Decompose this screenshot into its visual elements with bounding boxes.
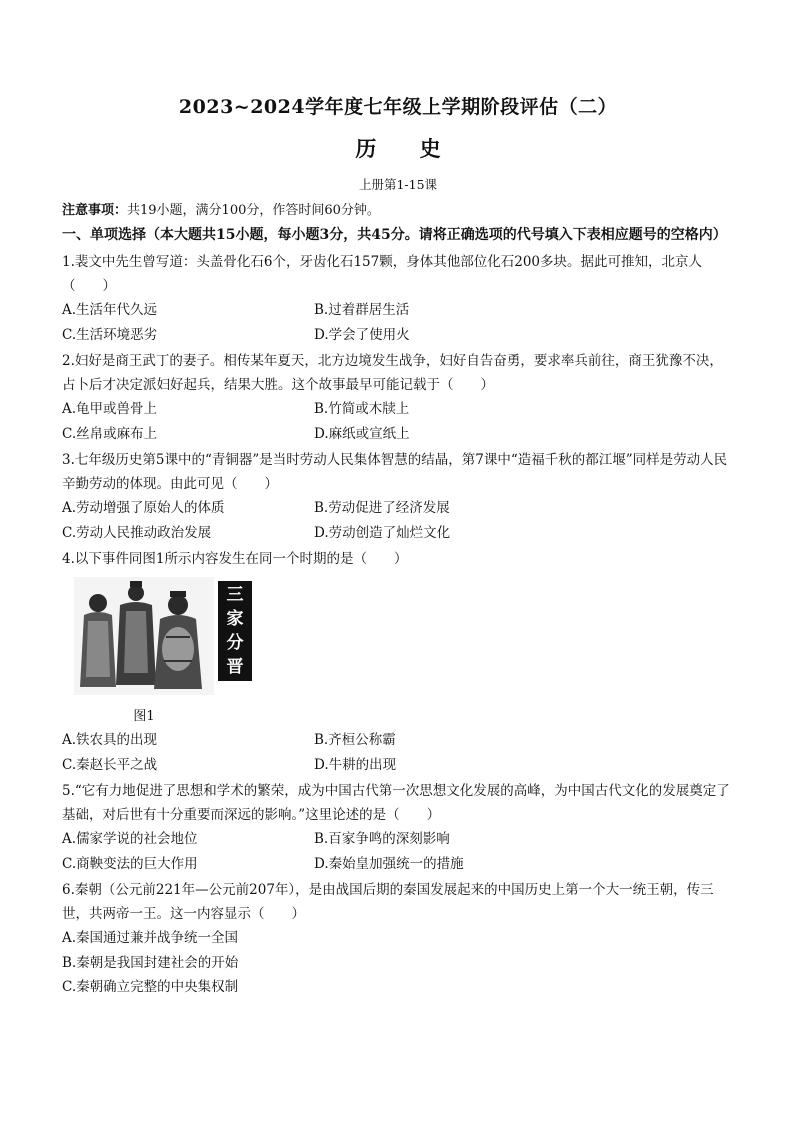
figure-caption: 图1 xyxy=(133,709,155,724)
subject-title: 历 史 xyxy=(355,136,459,161)
option-d: D.劳动创造了灿烂文化 xyxy=(314,524,451,541)
figure-1 xyxy=(74,577,734,728)
option-c: C.秦朝确立完整的中央集权制 xyxy=(62,979,239,995)
option-c: C.生活环境恶劣 xyxy=(62,326,158,343)
question-options xyxy=(62,926,734,1000)
option-a: A.秦国通过兼并战争统一全国 xyxy=(62,930,239,946)
option-b: B.齐桓公称霸 xyxy=(314,732,396,748)
question-options xyxy=(62,728,734,777)
question-stem: 1.裴文中先生曾写道：头盖骨化石6个，牙齿化石157颗，身体其他部位化石200多块。据此可推知，北京人（ ） xyxy=(62,254,703,294)
option-d: D.秦始皇加强统一的措施 xyxy=(314,855,464,872)
option-c: C.商鞅变法的巨大作用 xyxy=(62,855,198,872)
question-options xyxy=(62,298,734,347)
option-b: B.百家争鸣的深刻影响 xyxy=(314,831,450,847)
option-a: A.龟甲或兽骨上 xyxy=(62,401,158,417)
option-c: C.秦赵长平之战 xyxy=(62,756,158,773)
notice xyxy=(62,199,734,218)
notice-text: 共19小题，满分100分，作答时间60分钟。 xyxy=(127,203,380,218)
option-d: D.麻纸或宣纸上 xyxy=(314,425,410,442)
question-options xyxy=(62,397,734,446)
section-heading: 一、单项选择（本大题共15小题，每小题3分，共45分。请将正确选项的代号填入下表相应题号的空格内） xyxy=(62,227,727,243)
exam-page xyxy=(62,92,734,1000)
question-stem: 4.以下事件同图1所示内容发生在同一个时期的是（ ） xyxy=(62,551,408,567)
option-a: A.儒家学说的社会地位 xyxy=(62,831,198,847)
question-stem: 2.妇好是商王武丁的妻子。相传某年夏天，北方边境发生战争，妇好自告奋勇，要求率兵前往，商王犹豫不决，占卜后才决定派妇好起兵，结果大胜。这个故事最早可能记载于（ ） xyxy=(62,353,723,393)
option-d: D.学会了使用火 xyxy=(314,326,410,343)
option-d: D.牛耕的出现 xyxy=(314,756,397,773)
question-stem: 6.秦朝（公元前221年—公元前207年），是由战国后期的秦国发展起来的中国历史上第一个大一统王朝，传三世，共两帝一王。这一内容显示（ ） xyxy=(62,882,714,922)
exam-scope: 上册第1-15课 xyxy=(358,177,438,192)
title-seal xyxy=(218,581,252,681)
seal-char: 晋 xyxy=(226,657,244,677)
option-b: B.过着群居生活 xyxy=(314,302,410,318)
option-c: C.丝帛或麻布上 xyxy=(62,425,158,442)
seal-char: 三 xyxy=(226,585,244,605)
option-a: A.铁农具的出现 xyxy=(62,732,158,748)
figure-image xyxy=(74,577,214,728)
option-b: B.劳动促进了经济发展 xyxy=(314,500,450,516)
option-b: B.秦朝是我国封建社会的开始 xyxy=(62,954,239,971)
option-a: A.生活年代久远 xyxy=(62,302,158,318)
option-b: B.竹简或木牍上 xyxy=(314,401,410,417)
question-stem: 5.“它有力地促进了思想和学术的繁荣，成为中国古代第一次思想文化发展的高峰，为中国古代文化的发展奠定了基础，对后世有十分重要而深远的影响。”这里论述的是（ ） xyxy=(62,783,730,823)
exam-title: 2023~2024学年度七年级上学期阶段评估（二） xyxy=(178,96,618,118)
question-stem: 3.七年级历史第5课中的“青铜器”是当时劳动人民集体智慧的结晶，第7课中“造福千秋的都江堰”同样是劳动人民辛勤劳动的体现。由此可见（ ） xyxy=(62,452,728,492)
question-options xyxy=(62,496,734,545)
historical-figures-illustration xyxy=(74,577,214,695)
seal-char: 分 xyxy=(226,633,244,653)
option-a: A.劳动增强了原始人的体质 xyxy=(62,500,225,516)
question-options xyxy=(62,827,734,876)
option-c: C.劳动人民推动政治发展 xyxy=(62,524,212,541)
seal-char: 家 xyxy=(226,609,244,629)
notice-label: 注意事项： xyxy=(62,203,128,218)
